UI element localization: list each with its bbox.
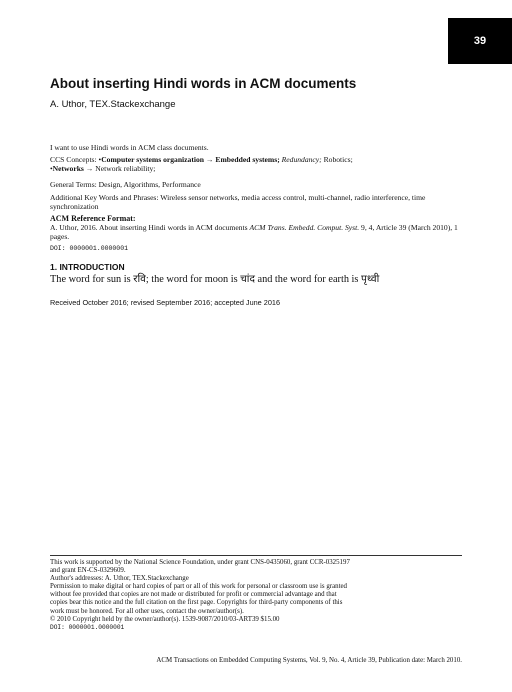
ccs-arrow: → [204, 155, 216, 164]
ccs-term: Redundancy; [279, 155, 322, 164]
footnote-divider [50, 555, 462, 556]
reference-format [50, 223, 462, 241]
footnote-doi: DOI: 0000001.0000001 [50, 623, 125, 631]
footnote-line: © 2010 Copyright held by the owner/author(s). 1539-9087/2010/03-ART39 $15.00 [50, 615, 280, 623]
reference-details: 9, 4, Article 39 (March 2010), 1 pages. [50, 223, 458, 241]
reference-journal: ACM Trans. Embedd. Comput. Syst. [249, 223, 360, 232]
hindi-word-sun: रवि [133, 274, 146, 285]
footnote-line: copies bear this notice and the full citation on the first page. Copyrights for third-party components of this [50, 599, 343, 607]
author-line: A. Uthor, TEX.Stackexchange [50, 99, 176, 110]
footnote-line: Author's addresses: A. Uthor, TEX.Stackexchange [50, 575, 189, 583]
ccs-term: Embedded systems; [215, 155, 280, 164]
reference-format-heading: ACM Reference Format: [50, 214, 136, 223]
hindi-word-moon: चांद [240, 274, 255, 285]
section-heading: 1. INTRODUCTION [50, 262, 125, 272]
ccs-term: Computer systems organization [101, 155, 204, 164]
doi: DOI: 0000001.0000001 [50, 245, 129, 252]
abstract: I want to use Hindi words in ACM class documents. [50, 143, 209, 152]
body-text: ; the word for moon is [145, 274, 241, 285]
keywords: Additional Key Words and Phrases: Wireless sensor networks, media access control, multi-channel, radio interference, time synchronization [50, 193, 426, 211]
ccs-bullet: • [98, 155, 102, 164]
reference-text: A. Uthor, 2016. About inserting Hindi words in ACM documents [50, 223, 250, 232]
page-number-tab [448, 18, 512, 64]
footnote-line: without fee provided that copies are not made or distributed for profit or commercial advantage and that [50, 591, 337, 599]
ccs-term: Networks [52, 164, 84, 173]
footnote-line: work must be honored. For all other uses, contact the owner/author(s). [50, 607, 244, 615]
hindi-word-earth: पृथ्वी [361, 274, 380, 285]
general-terms: General Terms: Design, Algorithms, Performance [50, 180, 201, 189]
paper-title: About inserting Hindi words in ACM documents [50, 76, 357, 91]
footnote-line: and grant EN-CS-0329609. [50, 567, 126, 575]
page-number: 39 [473, 35, 487, 47]
footnote [50, 559, 462, 632]
body-text: The word for sun is [50, 274, 134, 285]
ccs-bullet: • [50, 164, 53, 173]
body-paragraph [50, 272, 470, 286]
ccs-term: → Network reliability; [83, 164, 156, 173]
ccs-concepts [50, 155, 462, 173]
journal-footer: ACM Transactions on Embedded Computing Systems, Vol. 9, No. 4, Article 39, Publication date: March 2010. [156, 657, 462, 664]
ccs-term: Robotics; [321, 155, 353, 164]
ccs-label: CCS Concepts: [50, 155, 97, 164]
footnote-line: This work is supported by the National Science Foundation, under grant CNS-0435060, grant CCR-0325197 [50, 559, 350, 566]
body-text: and the word for earth is [254, 274, 362, 285]
received-dates: Received October 2016; revised September 2016; accepted June 2016 [50, 298, 281, 307]
footnote-line: Permission to make digital or hard copies of part or all of this work for personal or classroom use is granted [50, 583, 347, 591]
